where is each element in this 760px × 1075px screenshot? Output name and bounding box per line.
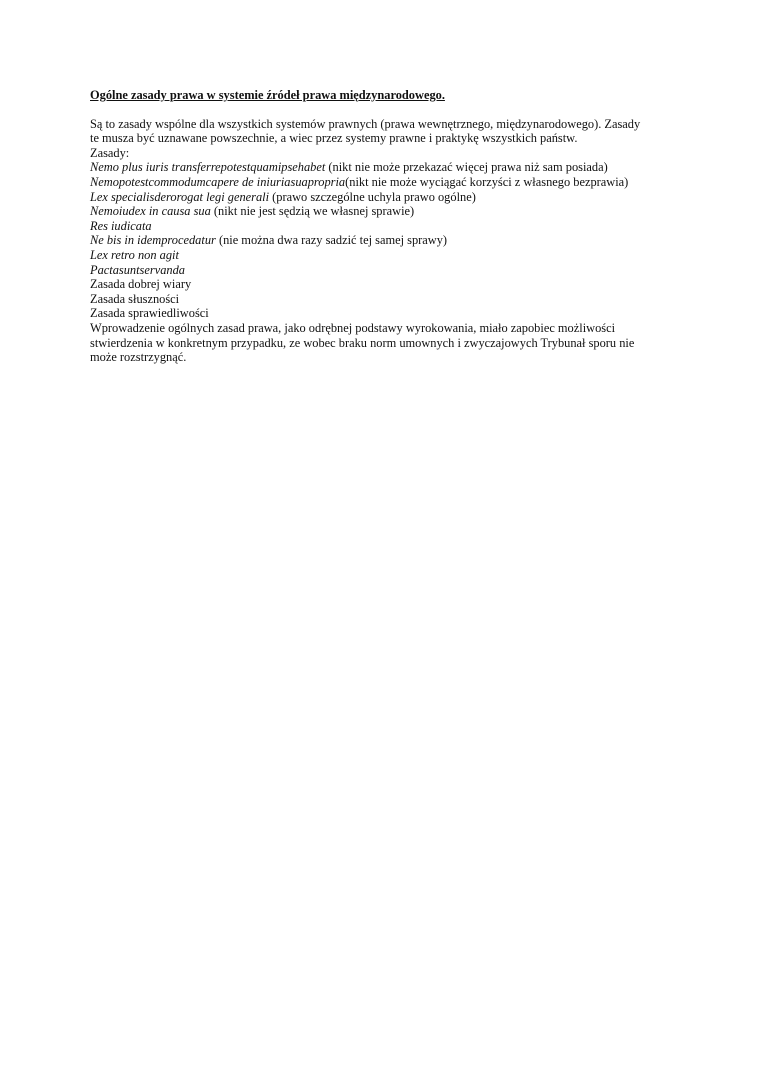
- principle-item-plain: Zasada słuszności: [90, 291, 180, 306]
- principle-item: [90, 175, 680, 190]
- principle-item: [90, 263, 680, 278]
- document-page: [90, 88, 680, 365]
- principles-list: [90, 146, 680, 321]
- closing-line: Wprowadzenie ogólnych zasad prawa, jako odrębnej podstawy wyrokowania, miało zapobiec możliwości: [90, 320, 616, 335]
- principle-latin: Ne bis in idemprocedatur: [90, 233, 216, 248]
- principle-latin: Res iudicata: [90, 218, 152, 233]
- intro-line: te musza być uznawane powszechnie, a wiec przez systemy prawne i praktykę wszystkich państw.: [90, 131, 578, 146]
- principle-latin: Lex retro non agit: [90, 247, 179, 262]
- principle-gloss: (nikt nie jest sędzią we własnej sprawie): [210, 204, 415, 219]
- principle-item: [90, 248, 680, 263]
- principle-item: [90, 190, 680, 205]
- principle-item-plain: Zasada sprawiedliwości: [90, 306, 209, 321]
- closing-line: może rozstrzygnąć.: [90, 350, 187, 365]
- principle-latin: Pactasuntservanda: [90, 262, 185, 277]
- list-heading: Zasady:: [90, 145, 130, 160]
- principle-item: [90, 233, 680, 248]
- closing-line: stwierdzenia w konkretnym przypadku, ze wobec braku norm umownych i zwyczajowych Trybunał sporu nie: [90, 335, 635, 350]
- principle-item: [90, 204, 680, 219]
- principle-item-plain: Zasada dobrej wiary: [90, 277, 192, 292]
- principle-gloss: (nikt nie może wyciągać korzyści z własnego bezprawia): [345, 174, 629, 189]
- principle-gloss: (nie można dwa razy sadzić tej samej sprawy): [215, 233, 448, 248]
- principle-gloss: (nikt nie może przekazać więcej prawa niż sam posiada): [325, 160, 608, 175]
- document-title: Ogólne zasady prawa w systemie źródeł prawa międzynarodowego.: [90, 88, 445, 102]
- principle-gloss: (prawo szczególne uchyla prawo ogólne): [269, 189, 476, 204]
- principle-latin: Lex specialisderorogat legi generali: [90, 189, 270, 204]
- principle-item: [90, 219, 680, 234]
- intro-paragraph: [90, 117, 680, 146]
- intro-line: Są to zasady wspólne dla wszystkich systemów prawnych (prawa wewnętrznego, międzynarodowego). Zasady: [90, 116, 641, 131]
- principle-latin: Nemo plus iuris transferrepotestquamipsehabet: [90, 160, 326, 175]
- closing-paragraph: [90, 321, 680, 365]
- principle-latin: Nemopotestcommodumcapere de iniuriasuapropria: [90, 174, 346, 189]
- principle-latin: Nemoiudex in causa sua: [90, 204, 211, 219]
- principle-item: [90, 160, 680, 175]
